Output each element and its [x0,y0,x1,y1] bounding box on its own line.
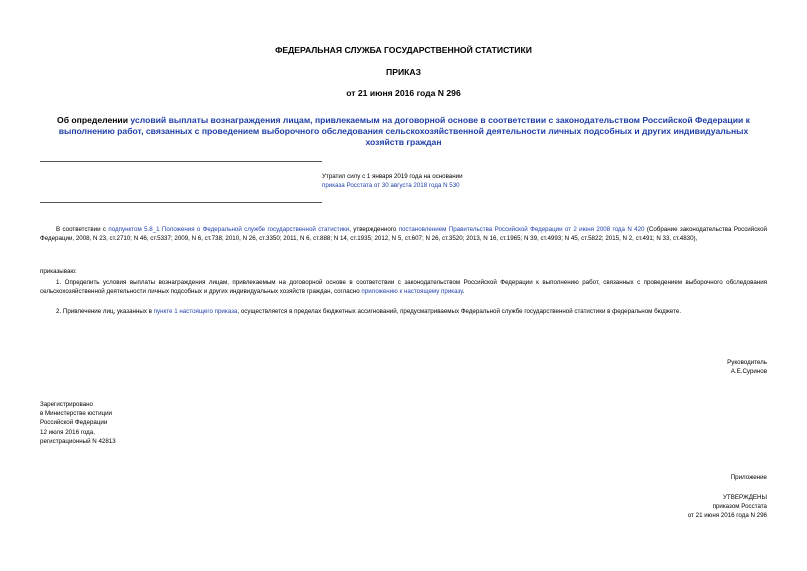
title-prefix: Об определении [57,115,131,125]
approval-by-order: приказом Росстата [712,503,767,511]
item-2-text-2: , осуществляется в пределах бюджетных ассигнований, предусматриваемых Федеральной службе государственной статистики в федеральном бюджете. [237,308,682,315]
item-1-paragraph [40,278,767,296]
registration-line-3: Российской Федерации [40,419,108,427]
item-2-paragraph [40,307,767,316]
divider-top [40,161,322,162]
registration-line-5: регистрационный N 42813 [40,437,116,445]
appendix-label: Приложение [730,474,767,481]
doc-date-number: от 21 июня 2016 года N 296 [346,88,461,98]
signature-name: А.Е.Суринов [730,368,767,376]
divider-bottom [40,202,322,203]
document-title [40,115,767,148]
registration-line-4: 12 июля 2016 года, [40,428,95,436]
signature-block [567,358,767,376]
registration-line-1: Зарегистрировано [40,401,93,408]
item-1-appendix-link[interactable]: приложению к настоящему приказу [361,288,463,296]
signature-role: Руководитель [727,359,767,366]
item-2-link[interactable]: пункте 1 настоящего приказа [153,308,238,315]
preamble-link-decree[interactable]: постановлением Правительства Российской Федерации от 2 июня 2008 года N 420 [398,226,645,233]
approval-date: от 21 июня 2016 года N 296 [687,512,767,520]
approval-block [567,493,767,521]
status-note [322,172,622,190]
title-link[interactable]: условий выплаты вознаграждения лицам, привлекаемым на договорной основе в соответствии с законодательством Российской Федерации к выполнению работ, связанных с проведением выборочного обследования сельскохозяйственной деятельности личных подсобных и других индивидуальных хозяйств граждан [58,115,750,147]
preamble-paragraph [40,225,767,243]
approval-approved: УТВЕРЖДЕНЫ [723,494,767,501]
status-note-text: Утратил силу с 1 января 2019 года на основании [322,173,463,180]
item-2-text-1: 2. Привлечение лиц, указанных в [56,308,154,315]
preamble-text-1: В соответствии с [56,226,109,233]
doc-type-heading: ПРИКАЗ [386,67,421,77]
preamble-link-regulation[interactable]: подпунктом 5.8_1 Положения о Федеральной службе государственной статистики [108,226,350,233]
order-word: приказываю: [40,268,77,275]
registration-block [40,400,340,446]
preamble-text-3: (Собрание законодательства Российской Федерации, 2008, N 23, ст.2710; N 46, ст.5337; 2009, N 6, ст.738; 2010, N 26, ст.3350; 2011, N 6, ст.888; N 14, ст.1935; 2012, N 5, ст.607; N 26, ст.3520; 2013, N 16, ст.1965; N 39, ст.4993; N 45, ст.5822; 2015, N 2, ст.491; N 33, ст.4830), [40,226,767,243]
status-note-link[interactable]: приказа Росстата от 30 августа 2018 года N 530 [322,182,460,190]
item-1-end: . [462,288,465,296]
preamble-text-2: , утвержденного [349,226,399,233]
agency-heading: ФЕДЕРАЛЬНАЯ СЛУЖБА ГОСУДАРСТВЕННОЙ СТАТИСТИКИ [275,45,532,55]
item-1-text: 1. Определить условия выплаты вознаграждения лицам, привлекаемым на договорной основе в соответствии с законодательством Российской Федерации к выполнению работ, связанных с проведением выборочного обследования сельскохозяйственной деятельности личных подсобных и других индивидуальных хозяйств граждан, согласно [40,279,767,296]
registration-line-2: в Министерстве юстиции [40,410,113,418]
